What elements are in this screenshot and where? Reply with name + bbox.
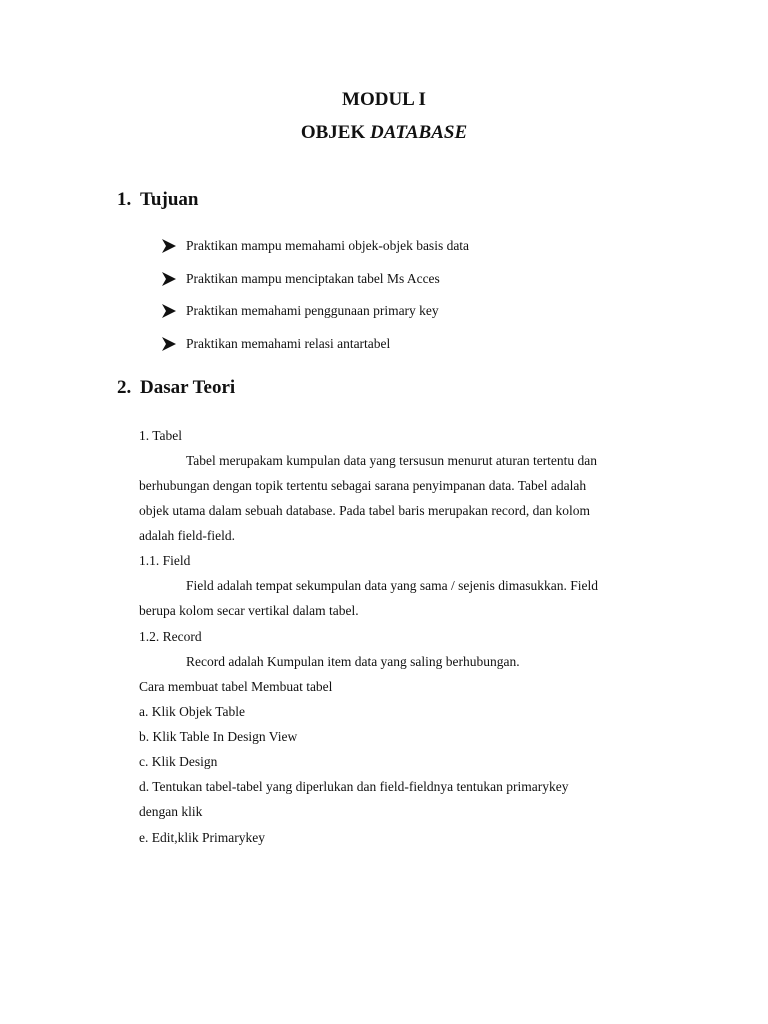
tujuan-item-text: Praktikan memahami relasi antartabel bbox=[186, 336, 391, 351]
subheading-record: 1.2. Record bbox=[139, 629, 202, 644]
module-title: MODUL I bbox=[342, 89, 426, 110]
step-item: b. Klik Table In Design View bbox=[139, 729, 298, 744]
section-heading-dasar-teori bbox=[117, 376, 235, 400]
arrowhead-bullet-icon bbox=[161, 271, 177, 287]
arrowhead-bullet-icon bbox=[161, 238, 177, 254]
paragraph-line: berhubungan dengan topik tertentu sebagai sarana penyimpanan data. Tabel adalah bbox=[139, 478, 587, 493]
cara-heading: Cara membuat tabel Membuat tabel bbox=[139, 679, 333, 694]
module-subtitle bbox=[0, 121, 768, 145]
paragraph-line: Tabel merupakam kumpulan data yang tersusun menurut aturan tertentu dan bbox=[186, 453, 598, 468]
subtitle-prefix: OBJEK bbox=[300, 122, 366, 143]
subheading-field: 1.1. Field bbox=[139, 553, 191, 568]
arrowhead-bullet-icon bbox=[161, 303, 177, 319]
step-item: c. Klik Design bbox=[139, 754, 218, 769]
section-number: 1. bbox=[117, 189, 132, 210]
section-number: 2. bbox=[117, 377, 132, 398]
subtitle-italic: DATABASE bbox=[369, 122, 468, 143]
section-title: Dasar Teori bbox=[140, 377, 236, 398]
paragraph-line: berupa kolom secar vertikal dalam tabel. bbox=[139, 603, 359, 618]
tujuan-item-text: Praktikan memahami penggunaan primary key bbox=[186, 303, 439, 318]
tujuan-item-text: Praktikan mampu menciptakan tabel Ms Acces bbox=[186, 271, 440, 286]
subheading-tabel: 1. Tabel bbox=[139, 428, 183, 443]
paragraph-line: adalah field-field. bbox=[139, 528, 235, 543]
section-heading-tujuan bbox=[117, 188, 198, 212]
step-item: e. Edit,klik Primarykey bbox=[139, 830, 265, 845]
paragraph-line: objek utama dalam sebuah database. Pada tabel baris merupakan record, dan kolom bbox=[139, 503, 590, 518]
step-item: a. Klik Objek Table bbox=[139, 704, 246, 719]
paragraph-line: Field adalah tempat sekumpulan data yang sama / sejenis dimasukkan. Field bbox=[186, 578, 599, 593]
step-item: d. Tentukan tabel-tabel yang diperlukan dan field-fieldnya tentukan primarykey bbox=[139, 779, 569, 794]
arrowhead-bullet-icon bbox=[161, 336, 177, 352]
paragraph-line: Record adalah Kumpulan item data yang saling berhubungan. bbox=[186, 654, 520, 669]
section-title: Tujuan bbox=[140, 189, 199, 210]
tujuan-item-text: Praktikan mampu memahami objek-objek basis data bbox=[186, 238, 470, 253]
step-item-continued: dengan klik bbox=[139, 804, 203, 819]
